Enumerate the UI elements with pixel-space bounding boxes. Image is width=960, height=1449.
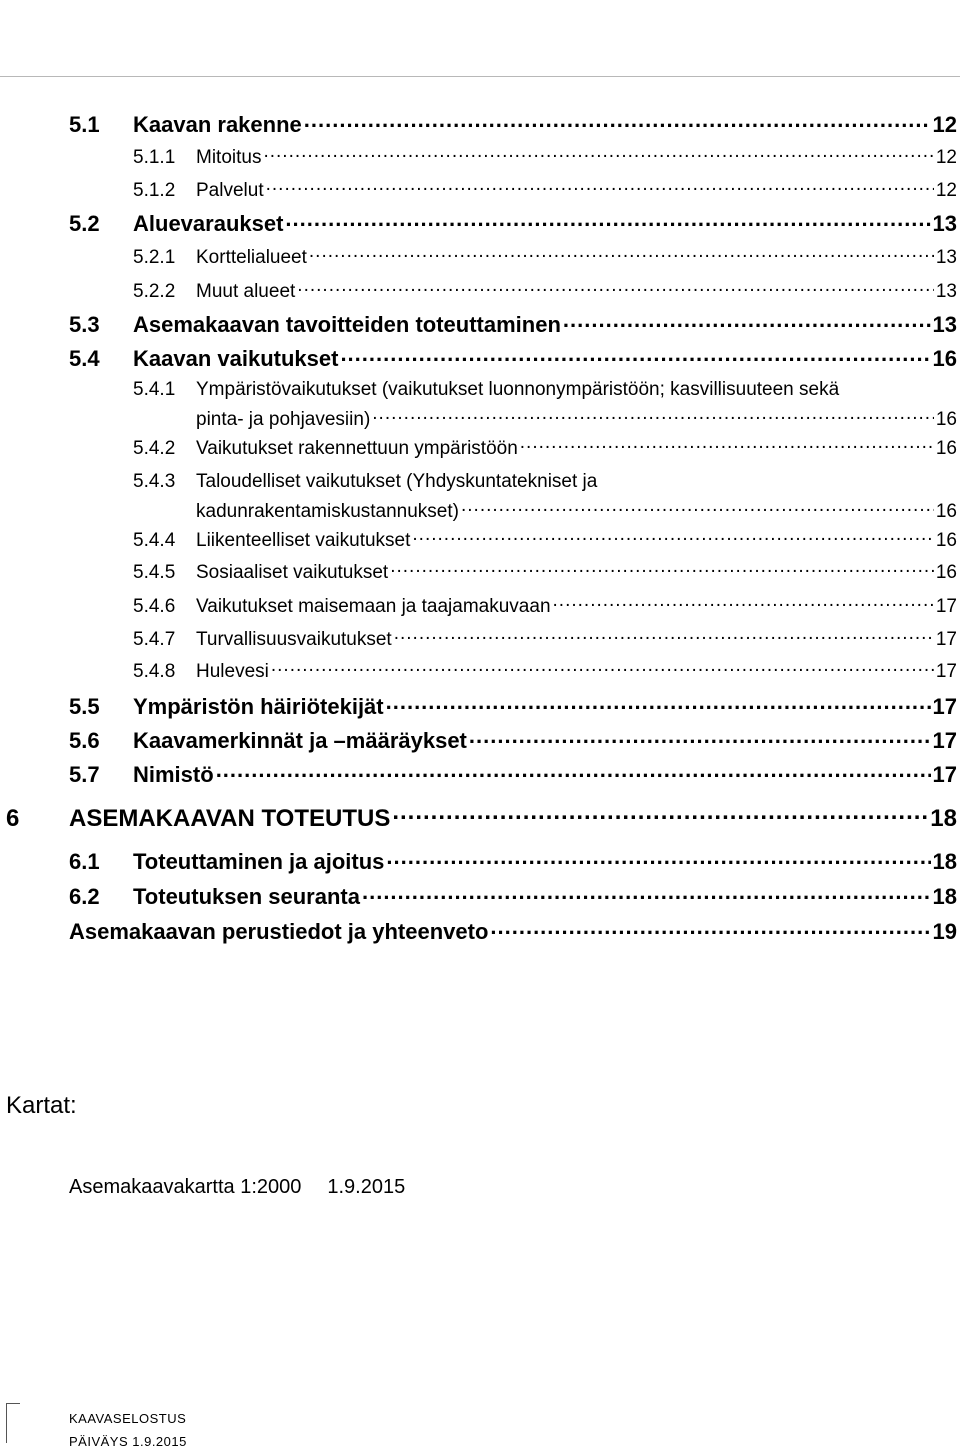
toc-leader-dots (553, 595, 934, 612)
toc-entry-page: 13 (932, 312, 957, 337)
toc-entry-page: 17 (935, 661, 957, 683)
toc-entry[interactable] (69, 211, 957, 236)
toc-entry[interactable] (133, 280, 957, 303)
toc-entry-title: Aluevaraukset (133, 211, 284, 236)
toc-entry-title-continuation: kadunrakentamiskustannukset) (196, 501, 459, 523)
toc-entry-title: Ympäristövaikutukset (vaikutukset luonnonympäristöön; kasvillisuuteen sekä (196, 379, 840, 400)
toc-entry-title: Kaavan vaikutukset (133, 346, 339, 371)
toc-entry[interactable] (133, 246, 957, 269)
toc-entry-number: 5.2.2 (133, 281, 176, 303)
toc-leader-dots (394, 628, 934, 645)
toc-entry[interactable] (69, 884, 957, 909)
toc-entry-page: 17 (932, 728, 957, 753)
maps-heading: Kartat: (6, 1092, 77, 1119)
toc-entry-title: Nimistö (133, 762, 214, 787)
toc-entry-page: 17 (932, 762, 957, 787)
top-rule (0, 76, 960, 77)
toc-entry-number: 5.4.4 (133, 530, 176, 552)
toc-entry-page: 17 (935, 596, 957, 618)
toc-entry-title: Ympäristön häiriötekijät (133, 694, 384, 719)
toc-entry-number: 5.4.5 (133, 562, 176, 584)
toc-leader-dots (390, 561, 934, 578)
toc-entry-title: Vaikutukset maisemaan ja taajamakuvaan (196, 596, 551, 618)
toc-entry-number: 6.2 (69, 884, 100, 909)
toc-leader-dots (386, 694, 931, 714)
map-name: Asemakaavakartta 1:2000 (69, 1176, 302, 1198)
toc-leader-dots (412, 529, 933, 546)
toc-leader-dots (297, 280, 934, 297)
toc-entry-title: ASEMAKAAVAN TOTEUTUS (69, 804, 391, 832)
toc-leader-dots (362, 884, 931, 904)
toc-entry[interactable] (69, 346, 957, 371)
toc-entry-page: 16 (935, 409, 957, 431)
toc-entry-number: 5.4.8 (133, 661, 176, 683)
toc-entry-page: 18 (932, 849, 957, 874)
toc-entry-title: Kaavan rakenne (133, 112, 302, 137)
toc-entry-number: 5.2 (69, 211, 100, 236)
toc-entry-page: 16 (935, 562, 957, 584)
toc-entry-title: Kaavamerkinnät ja –määräykset (133, 728, 467, 753)
toc-entry-title: Turvallisuusvaikutukset (196, 629, 392, 651)
toc-leader-dots (563, 312, 931, 332)
toc-entry[interactable] (6, 804, 957, 832)
toc-leader-dots (216, 762, 931, 782)
toc-leader-dots (340, 346, 930, 366)
toc-entry-number: 5.4.7 (133, 629, 176, 651)
toc-entry[interactable] (133, 471, 957, 493)
toc-entry[interactable] (133, 179, 957, 202)
toc-leader-dots (520, 437, 934, 454)
toc-entry[interactable] (69, 112, 957, 137)
toc-leader-dots (392, 804, 928, 826)
toc-leader-dots (309, 246, 934, 263)
toc-entry-title: Toteutuksen seuranta (133, 884, 360, 909)
toc-leader-dots (490, 919, 930, 939)
map-list-item (69, 1176, 405, 1199)
toc-entry-title: Liikenteelliset vaikutukset (196, 530, 411, 552)
toc-entry-title: Asemakaavan tavoitteiden toteuttaminen (133, 312, 561, 337)
toc-entry-page: 17 (935, 629, 957, 651)
toc-leader-dots (304, 112, 931, 132)
toc-entry-title: Toteuttaminen ja ajoitus (133, 849, 385, 874)
toc-entry-page: 12 (932, 112, 957, 137)
toc-entry-title: Muut alueet (196, 281, 296, 303)
toc-entry-page: 16 (935, 438, 957, 460)
toc-leader-dots (386, 849, 930, 869)
toc-entry-number: 5.1 (69, 112, 100, 137)
toc-entry-number: 6 (6, 804, 20, 832)
toc-entry-page: 12 (935, 147, 957, 169)
toc-entry-number: 5.4 (69, 346, 100, 371)
toc-entry-number: 5.5 (69, 694, 100, 719)
toc-leader-dots (469, 728, 931, 748)
toc-entry-number: 5.1.1 (133, 147, 176, 169)
toc-entry-continuation[interactable] (196, 500, 957, 523)
toc-entry-page: 16 (935, 501, 957, 523)
toc-entry-title: Hulevesi (196, 661, 269, 683)
toc-entry[interactable] (69, 762, 957, 787)
toc-leader-dots (266, 179, 934, 196)
toc-entry-title: Sosiaaliset vaikutukset (196, 562, 389, 584)
toc-entry-number: 5.6 (69, 728, 100, 753)
toc-entry[interactable] (69, 849, 957, 874)
footer-date: PÄIVÄYS 1.9.2015 (69, 1434, 187, 1449)
toc-entry-page: 18 (932, 884, 957, 909)
toc-entry[interactable] (69, 312, 957, 337)
toc-entry-title: Vaikutukset rakennettuun ympäristöön (196, 438, 518, 460)
toc-entry-number: 5.4.1 (133, 379, 176, 400)
toc-entry-page: 13 (935, 281, 957, 303)
toc-entry[interactable] (133, 379, 957, 401)
toc-entry-number: 5.2.1 (133, 247, 176, 269)
toc-entry-number: 5.4.3 (133, 471, 176, 492)
toc-leader-dots (263, 146, 933, 163)
toc-entry-number: 5.7 (69, 762, 100, 787)
toc-leader-dots (372, 408, 934, 425)
toc-entry-title: Mitoitus (196, 147, 262, 169)
toc-entry[interactable] (133, 595, 957, 618)
toc-entry-page: 12 (935, 180, 957, 202)
toc-entry-page: 13 (935, 247, 957, 269)
toc-entry[interactable] (133, 146, 957, 169)
toc-entry-page: 17 (932, 694, 957, 719)
toc-entry-title: Korttelialueet (196, 247, 307, 269)
toc-entry-page: 19 (932, 919, 957, 944)
toc-entry-number: 5.3 (69, 312, 100, 337)
toc-entry[interactable] (69, 728, 957, 753)
toc-entry[interactable] (133, 628, 957, 651)
toc-leader-dots (271, 660, 934, 677)
toc-entry[interactable] (69, 694, 957, 719)
toc-entry[interactable] (133, 660, 957, 683)
toc-entry-continuation[interactable] (196, 408, 957, 431)
toc-leader-dots (461, 500, 934, 517)
toc-entry[interactable] (133, 529, 957, 552)
toc-entry[interactable] (133, 561, 957, 584)
toc-entry-page: 13 (932, 211, 957, 236)
toc-entry-page: 16 (932, 346, 957, 371)
toc-entry-title-continuation: pinta- ja pohjavesiin) (196, 409, 371, 431)
toc-entry-page: 18 (930, 804, 957, 832)
toc-entry-page: 16 (935, 530, 957, 552)
toc-entry-number: 6.1 (69, 849, 100, 874)
toc-entry[interactable] (133, 437, 957, 460)
toc-entry[interactable] (69, 919, 957, 944)
toc-entry-number: 5.4.2 (133, 438, 176, 460)
toc-entry-number: 5.1.2 (133, 180, 176, 202)
toc-entry-title: Asemakaavan perustiedot ja yhteenveto (69, 919, 489, 944)
footer-document-type: KAAVASELOSTUS (69, 1411, 187, 1426)
toc-entry-title: Taloudelliset vaikutukset (Yhdyskuntatekniset ja (196, 471, 598, 492)
footer-border (6, 1403, 7, 1443)
toc-entry-number: 5.4.6 (133, 596, 176, 618)
toc-entry-title: Palvelut (196, 180, 264, 202)
toc-leader-dots (285, 211, 930, 231)
map-date: 1.9.2015 (327, 1176, 406, 1198)
